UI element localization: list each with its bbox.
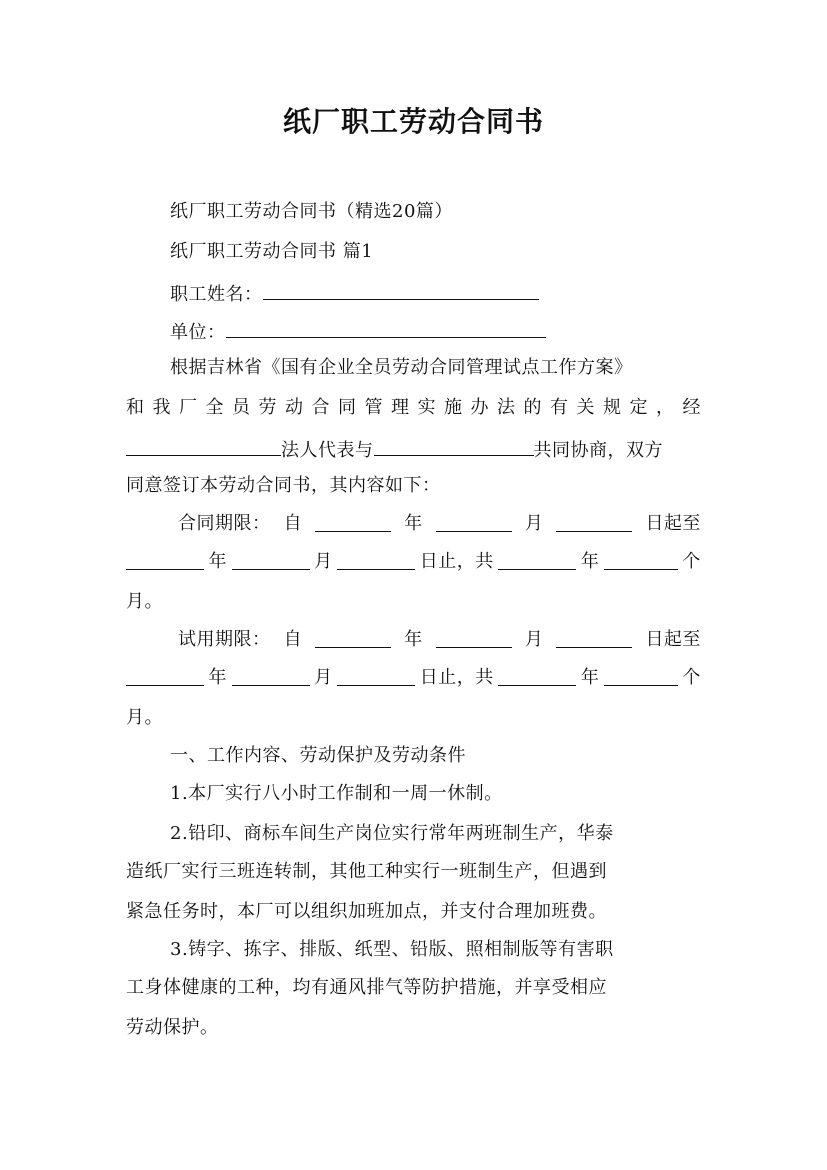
trial-start-month-blank xyxy=(436,628,512,648)
trial-term-from: 自 xyxy=(283,629,303,650)
trial-term-line-2 xyxy=(126,666,701,690)
intro-line-2-char: 有 xyxy=(550,397,569,418)
contract-end-day-label: 日止，共 xyxy=(419,551,494,572)
intro-line-2-char: 全 xyxy=(205,397,224,418)
trial-end-day-label: 日止，共 xyxy=(419,667,494,688)
document-title: 纸厂职工劳动合同书 xyxy=(282,105,544,138)
intro-line-2-char: 规 xyxy=(603,397,622,418)
intro-line-3-mid: 法人代表与 xyxy=(281,440,374,461)
intro-line-2-char: 和 xyxy=(126,397,145,418)
trial-start-day-label: 日起至 xyxy=(645,629,701,650)
trial-term-line-1 xyxy=(178,628,701,652)
intro-line-2-char: ， xyxy=(656,397,675,418)
contract-total-months-blank xyxy=(604,550,678,570)
employee-name-blank xyxy=(263,280,539,300)
item-1: 1.本厂实行八小时工作制和一周一休制。 xyxy=(170,783,503,804)
intro-line-2-char: 同 xyxy=(338,397,357,418)
contract-term-line-1 xyxy=(178,512,701,536)
section-one-heading: 一、工作内容、劳动保护及劳动条件 xyxy=(170,745,466,766)
trial-total-years-blank xyxy=(498,666,576,686)
unit-label: 单位： xyxy=(170,322,226,343)
contract-end-day-blank xyxy=(337,550,415,570)
intro-line-2-char: 实 xyxy=(417,397,436,418)
trial-term-line-3: 月。 xyxy=(126,707,163,728)
contract-term-label: 合同期限： xyxy=(178,513,271,534)
contract-start-month-label: 月 xyxy=(524,513,544,534)
trial-end-day-blank xyxy=(337,666,415,686)
item-2-line-3: 紧急任务时，本厂可以组织加班加点，并支付合理加班费。 xyxy=(126,901,607,922)
trial-end-year-label: 年 xyxy=(208,667,228,688)
trial-term-label: 试用期限： xyxy=(178,629,271,650)
intro-line-2-char: 合 xyxy=(311,397,330,418)
contract-start-day-blank xyxy=(556,512,632,532)
intro-line-1: 根据吉林省《国有企业全员劳动合同管理试点工作方案》 xyxy=(170,357,633,378)
item-3-line-1: 3.铸字、拣字、排版、纸型、铅版、照相制版等有害职 xyxy=(170,939,614,960)
contract-term-line-2 xyxy=(126,550,701,574)
legal-rep-blank xyxy=(374,436,534,456)
section-heading: 纸厂职工劳动合同书 篇1 xyxy=(170,241,374,262)
trial-total-years-label: 年 xyxy=(580,667,600,688)
intro-line-2-char: 劳 xyxy=(258,397,277,418)
intro-line-2 xyxy=(126,396,701,420)
contract-start-year-blank xyxy=(315,512,391,532)
intro-line-2-char: 的 xyxy=(523,397,542,418)
company-party-blank xyxy=(126,436,281,456)
contract-end-year-label: 年 xyxy=(208,551,228,572)
trial-start-month-label: 月 xyxy=(524,629,544,650)
employee-name-line xyxy=(170,280,701,307)
intro-line-4: 同意签订本劳动合同书，其内容如下： xyxy=(126,475,441,496)
intro-line-2-char: 理 xyxy=(391,397,410,418)
trial-end-year-blank xyxy=(126,666,204,686)
contract-total-months-label: 个 xyxy=(682,551,701,572)
contract-term-line-3: 月。 xyxy=(126,591,163,612)
intro-line-3-end: 共同协商，双方 xyxy=(533,440,663,461)
contract-start-month-blank xyxy=(436,512,512,532)
intro-line-2-char: 关 xyxy=(576,397,595,418)
trial-total-months-blank xyxy=(604,666,678,686)
employee-name-label: 职工姓名： xyxy=(170,284,263,305)
trial-end-month-label: 月 xyxy=(314,667,333,688)
unit-blank xyxy=(226,318,546,338)
contract-start-year-label: 年 xyxy=(404,513,423,534)
contract-term-from: 自 xyxy=(283,513,303,534)
intro-line-2-char: 办 xyxy=(470,397,489,418)
item-2-line-1: 2.铅印、商标车间生产岗位实行常年两班制生产，华泰 xyxy=(170,823,614,844)
contract-end-year-blank xyxy=(126,550,204,570)
trial-total-months-label: 个 xyxy=(682,667,701,688)
contract-end-month-label: 月 xyxy=(314,551,333,572)
intro-line-2-char: 管 xyxy=(364,397,383,418)
intro-line-3 xyxy=(126,436,701,463)
contract-total-years-blank xyxy=(498,550,576,570)
trial-start-year-blank xyxy=(315,628,391,648)
intro-line-2-char: 施 xyxy=(444,397,463,418)
contract-end-month-blank xyxy=(232,550,310,570)
intro-line-2-char: 员 xyxy=(232,397,251,418)
contract-start-day-label: 日起至 xyxy=(645,513,701,534)
trial-start-year-label: 年 xyxy=(404,629,423,650)
intro-line-2-char: 动 xyxy=(285,397,304,418)
intro-line-2-char: 厂 xyxy=(179,397,198,418)
item-3-line-2: 工身体健康的工种，均有通风排气等防护措施，并享受相应 xyxy=(126,977,607,998)
intro-line-2-char: 定 xyxy=(629,397,648,418)
trial-end-month-blank xyxy=(232,666,310,686)
subtitle-selection: 纸厂职工劳动合同书（精选20篇） xyxy=(170,201,453,222)
intro-line-2-char: 经 xyxy=(682,397,701,418)
item-2-line-2: 造纸厂实行三班连转制，其他工种实行一班制生产，但遇到 xyxy=(126,861,607,882)
contract-total-years-label: 年 xyxy=(580,551,600,572)
item-3-line-3: 劳动保护。 xyxy=(126,1017,219,1038)
trial-start-day-blank xyxy=(556,628,632,648)
unit-line xyxy=(170,318,701,345)
intro-line-2-char: 我 xyxy=(152,397,171,418)
intro-line-2-char: 法 xyxy=(497,397,516,418)
